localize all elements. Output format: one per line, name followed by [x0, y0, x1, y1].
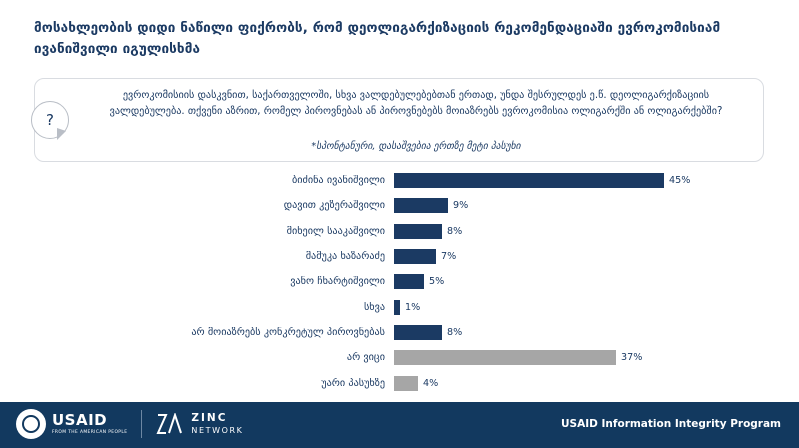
- chart-category-label: დავით კეზერაშვილი: [283, 200, 385, 212]
- chart-bar: [394, 350, 616, 365]
- chart-bar-wrap: [394, 269, 764, 294]
- chart-category-label: მამუკა ხაზარაძე: [305, 251, 385, 263]
- usaid-tagline: FROM THE AMERICAN PEOPLE: [52, 429, 128, 435]
- chart-value-label: 4%: [423, 377, 439, 389]
- chart-bar-wrap: [394, 193, 764, 218]
- chart-value-label: 5%: [429, 276, 445, 288]
- chart-bar: [394, 249, 436, 264]
- chart-bar-wrap: [394, 168, 764, 193]
- question-box: [34, 78, 764, 162]
- chart-value-label: 7%: [441, 251, 457, 263]
- footer-bar: [0, 402, 799, 448]
- zinc-network-logo: [156, 412, 243, 435]
- question-bubble-icon: ?: [31, 101, 73, 139]
- survey-question-note: *სპონტანური, დასაშვებია ერთზე მეტი პასუხი: [311, 141, 521, 152]
- chart-category-label: ბიძინა ივანიშვილი: [291, 175, 385, 187]
- footer-logos: [16, 409, 244, 439]
- chart-category-label: არ მოიაზრებს კონკრეტულ პიროვნებას: [191, 326, 385, 338]
- survey-question-text: ევროკომისიის დასკვნით, საქართველოში, სხვა ვალდებულებებთან ერთად, უნდა შესრულდეს ე.წ. დეოლიგარქიზაციის ვალდებულება. თქვენი აზრით, რომელ პიროვნებას ან პიროვნებებს მოიაზრებს ევროკომისია ოლიგარქში ან ოლიგარქებში?: [109, 90, 723, 117]
- bar-chart: [34, 168, 764, 396]
- chart-category-label: მიხეილ სააკაშვილი: [286, 225, 385, 237]
- page-title: მოსახლეობის დიდი ნაწილი ფიქრობს, რომ დეოლიგარქიზაციის რეკომენდაციაში ევროკომისიამ ივანიშვილი იგულისხმა: [34, 20, 721, 57]
- chart-bar-wrap: [394, 219, 764, 244]
- chart-row: [34, 320, 764, 345]
- chart-bar: [394, 274, 424, 289]
- chart-value-label: 8%: [447, 225, 463, 237]
- chart-value-label: 9%: [453, 200, 469, 212]
- usaid-wordmark: USAID: [52, 410, 108, 429]
- zinc-subtext: NETWORK: [191, 425, 244, 435]
- usaid-logo: [16, 409, 127, 439]
- chart-bar: [394, 224, 442, 239]
- chart-bar: [394, 325, 442, 340]
- chart-row: [34, 345, 764, 370]
- chart-value-label: 1%: [405, 301, 421, 313]
- chart-bar: [394, 173, 664, 188]
- chart-bar: [394, 376, 418, 391]
- chart-category-label: ვანო ჩხარტიშვილი: [290, 276, 385, 288]
- chart-bar-wrap: [394, 320, 764, 345]
- program-name: USAID Information Integrity Program: [561, 418, 781, 430]
- chart-row: [34, 193, 764, 218]
- zinc-wordmark: ZINC: [191, 412, 228, 425]
- chart-row: [34, 269, 764, 294]
- chart-category-label: უარი პასუხზე: [321, 377, 385, 389]
- chart-row: [34, 244, 764, 269]
- chart-bar-wrap: [394, 345, 764, 370]
- chart-value-label: 37%: [621, 352, 643, 364]
- zinc-mark-icon: [156, 413, 184, 435]
- chart-value-label: 8%: [447, 326, 463, 338]
- chart-row: [34, 219, 764, 244]
- chart-bar-wrap: [394, 370, 764, 395]
- chart-bar-wrap: [394, 244, 764, 269]
- chart-bar: [394, 300, 400, 315]
- chart-row: [34, 294, 764, 319]
- footer-divider: [141, 410, 142, 438]
- chart-category-label: არ ვიცი: [346, 352, 385, 364]
- chart-row: [34, 370, 764, 395]
- chart-bar: [394, 198, 448, 213]
- chart-value-label: 45%: [669, 175, 691, 187]
- chart-bar-wrap: [394, 294, 764, 319]
- chart-row: [34, 168, 764, 193]
- usaid-seal-icon: [16, 409, 46, 439]
- chart-category-label: სხვა: [363, 301, 385, 313]
